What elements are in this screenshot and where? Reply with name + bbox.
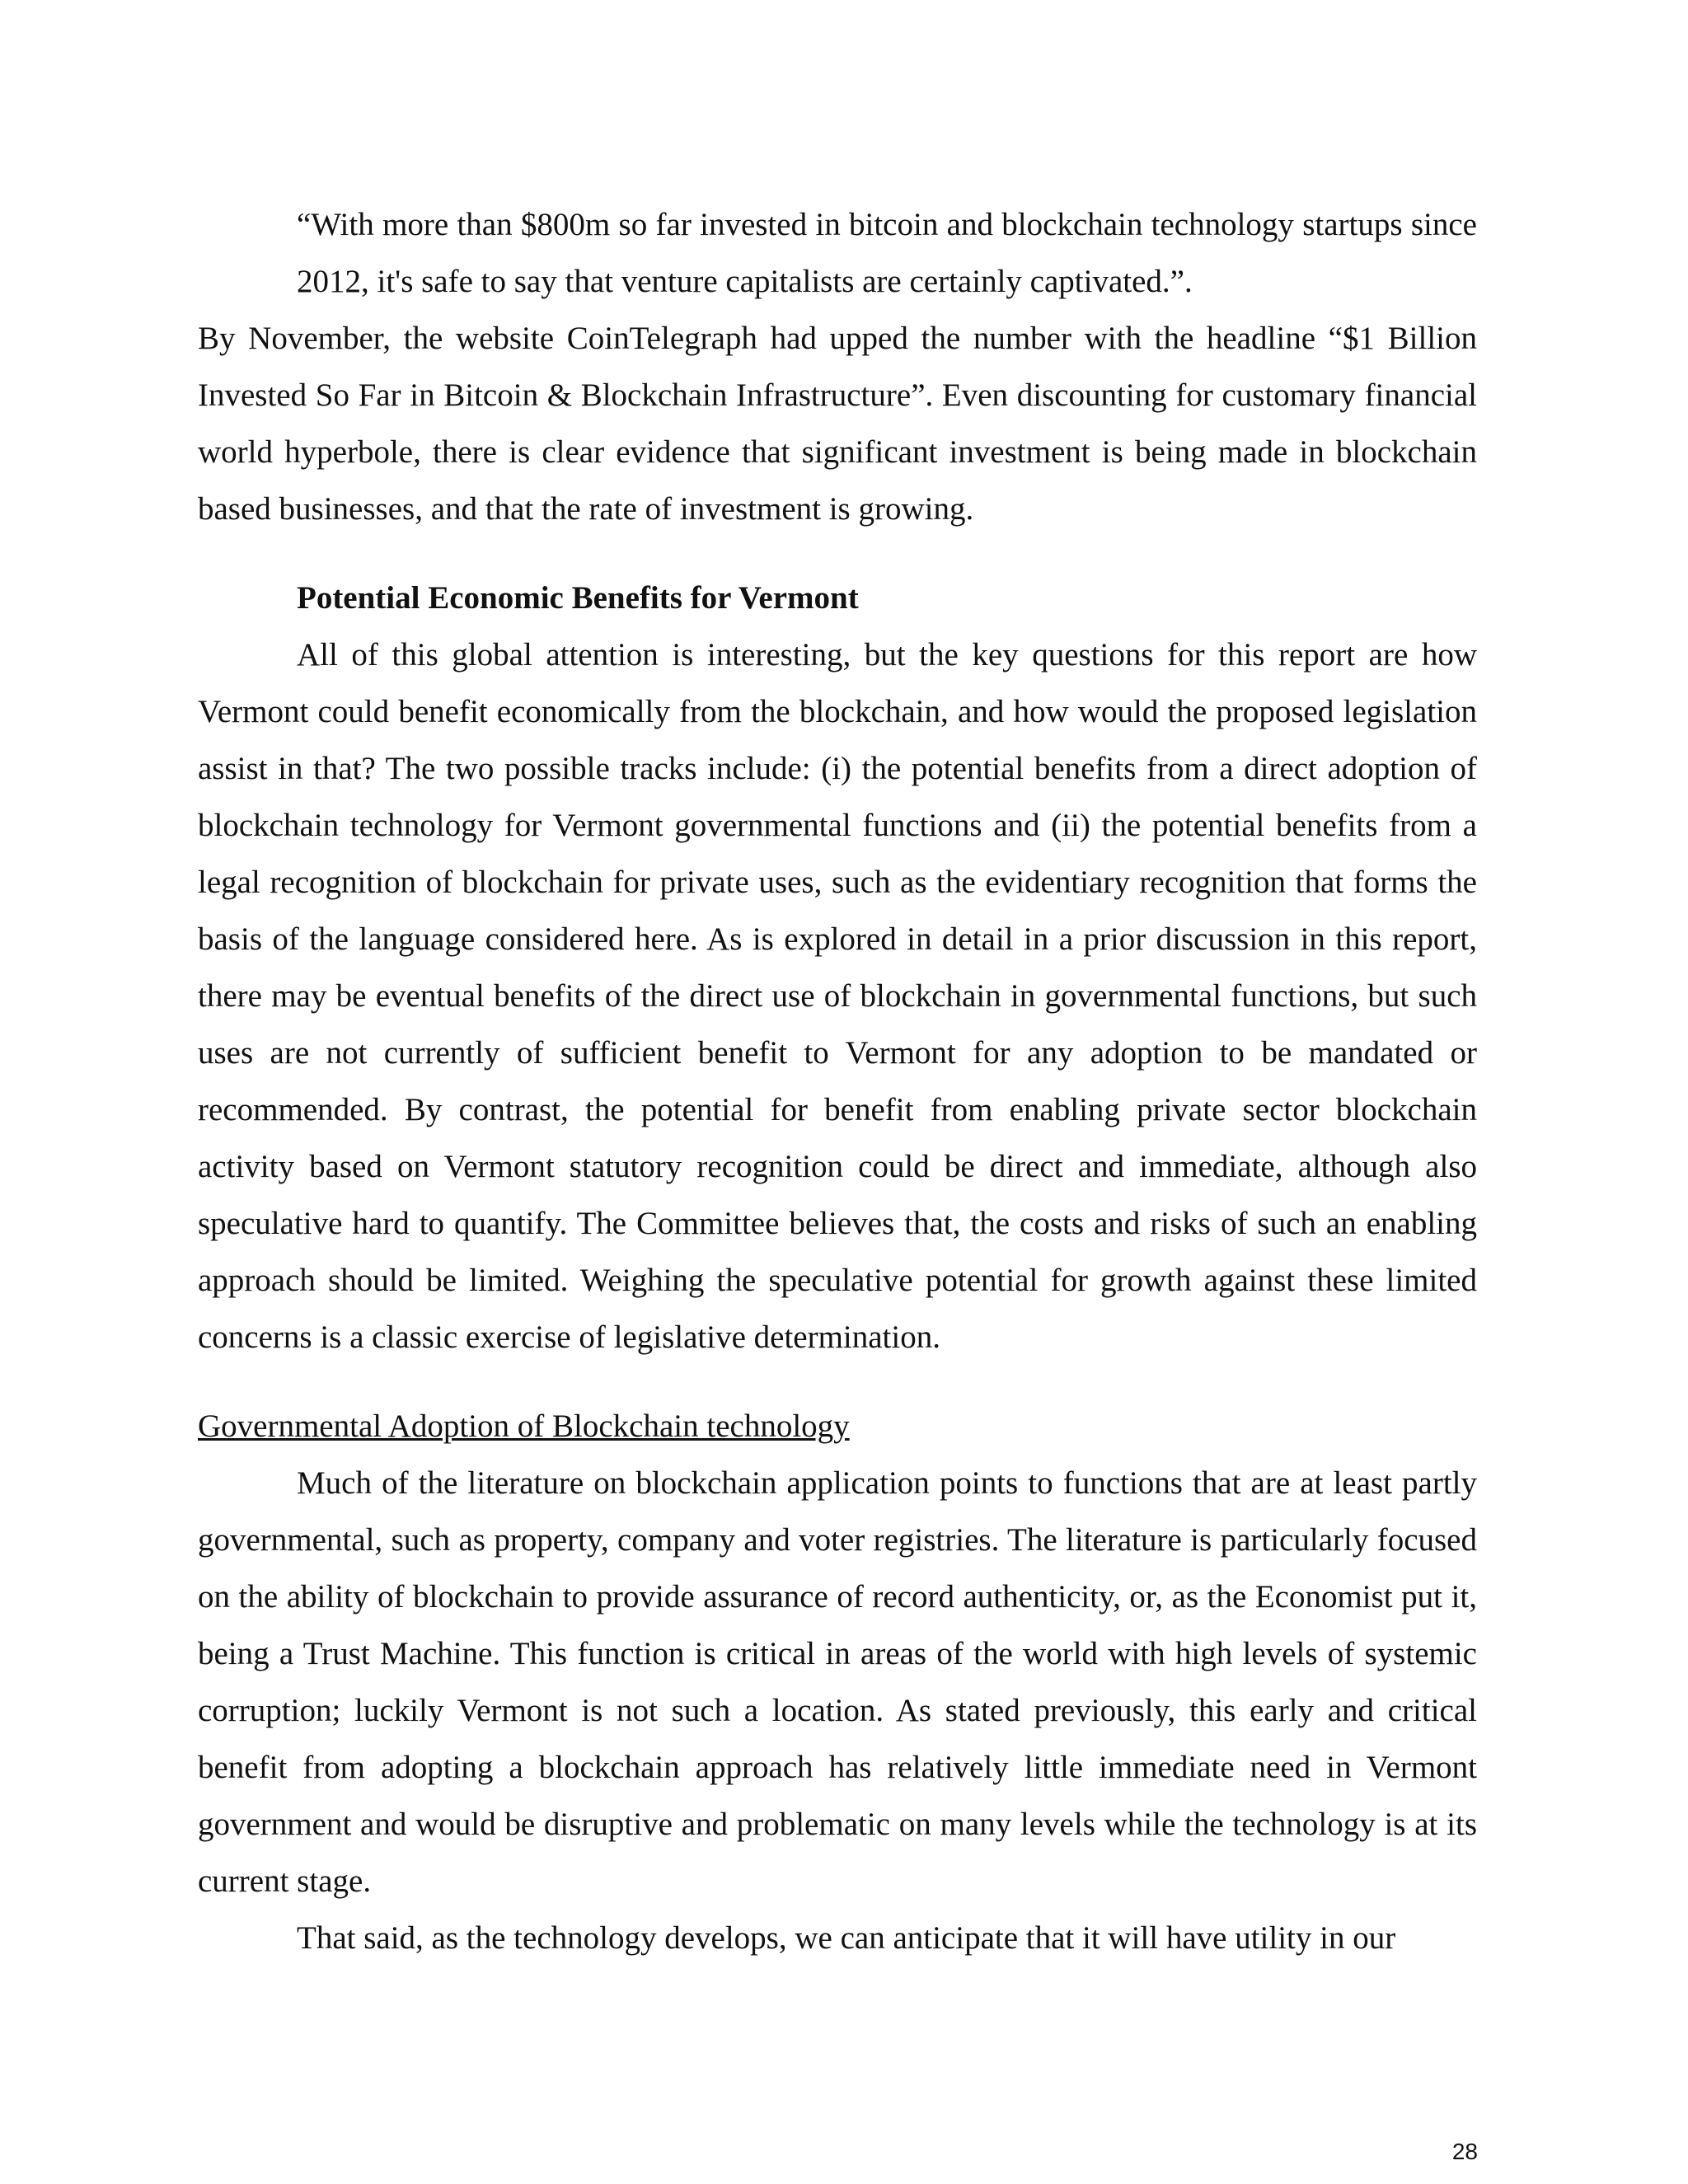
- page-number: 28: [1451, 2139, 1478, 2164]
- quote-paragraph: “With more than $800m so far invested in bitcoin and blockchain technology startups since 2012, it's safe to say that venture capitalists are certainly captivated.”.: [297, 207, 1477, 299]
- body-paragraph: Much of the literature on blockchain application points to functions that are at least partly governmental, such as property, company and voter registries. The literature is particularly focused on the ability of blockchain to provide assurance of record authenticity, or, as the Economist put it, being a Trust Machine. This function is critical in areas of the world with high levels of systemic corruption; luckily Vermont is not such a location. As stated previously, this early and critical benefit from adopting a blockchain approach has relatively little immediate need in Vermont government and would be disruptive and problematic on many levels while the technology is at its current stage.: [198, 1465, 1477, 1899]
- body-paragraph: By November, the website CoinTelegraph had upped the number with the headline “$1 Billion Invested So Far in Bitcoin & Blockchain Infrastructure”. Even discounting for customary financial world hyperbole, there is clear evidence that significant investment is being made in blockchain based businesses, and that the rate of investment is growing.: [198, 321, 1477, 527]
- body-paragraph: That said, as the technology develops, we can anticipate that it will have utility in our: [297, 1920, 1396, 1956]
- body-paragraph: All of this global attention is interesting, but the key questions for this report are how Vermont could benefit economically from the blockchain, and how would the proposed legislation assist in that? The two possible tracks include: (i) the potential benefits from a direct adoption of blockchain technology for Vermont governmental functions and (ii) the potential benefits from a legal recognition of blockchain for private uses, such as the evidentiary recognition that forms the basis of the language considered here. As is explored in detail in a prior discussion in this report, there may be eventual benefits of the direct use of blockchain in governmental functions, but such uses are not currently of sufficient benefit to Vermont for any adoption to be mandated or recommended. By contrast, the potential for benefit from enabling private sector blockchain activity based on Vermont statutory recognition could be direct and immediate, although also speculative hard to quantify. The Committee believes that, the costs and risks of such an enabling approach should be limited. Weighing the speculative potential for growth against these limited concerns is a classic exercise of legislative determination.: [198, 637, 1477, 1355]
- section-heading: Potential Economic Benefits for Vermont: [297, 580, 859, 616]
- subsection-heading: Governmental Adoption of Blockchain technology: [198, 1408, 850, 1444]
- page-content: [198, 196, 1477, 1966]
